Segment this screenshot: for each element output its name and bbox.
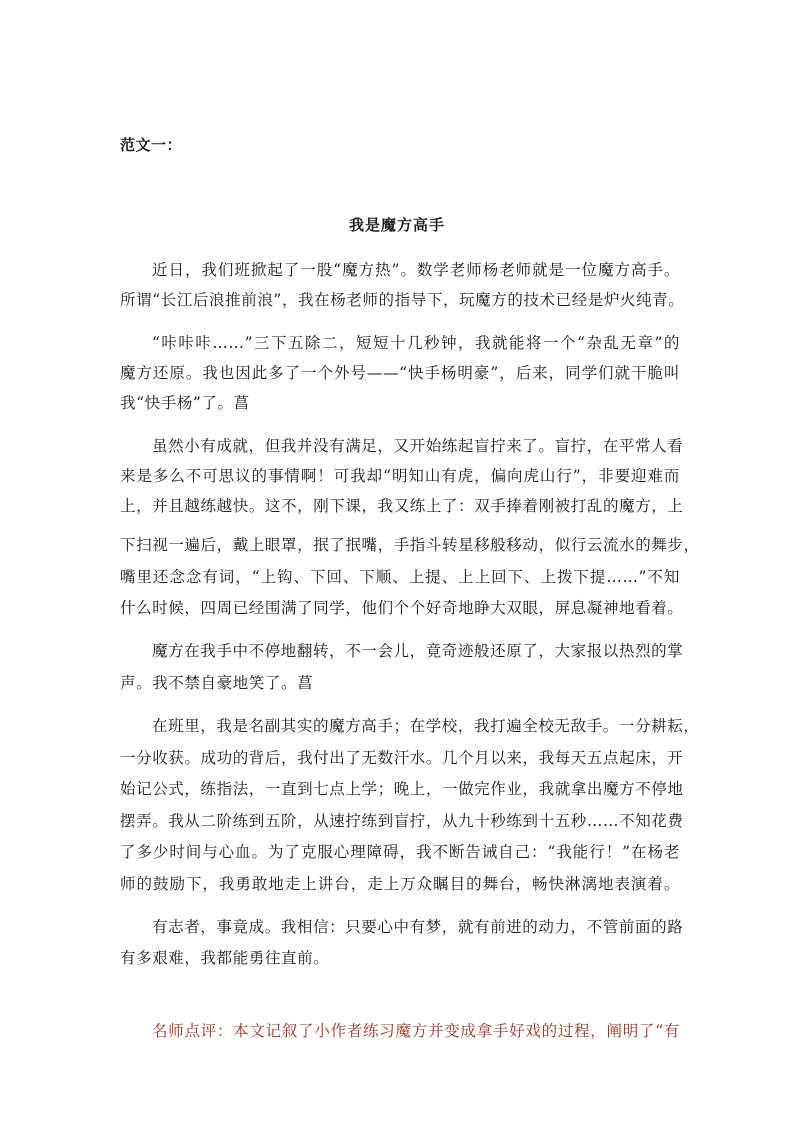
paragraph-3-line-2: 来是多么不可思议的事情啊！可我却“明知山有虎，偏向虎山行”，非要迎难而 (120, 467, 680, 485)
essay-title: 我是魔方高手 (348, 216, 445, 234)
paragraph-6-line-2: 有多艰难，我都能勇往直前。 (120, 949, 330, 967)
paragraph-4-line-1: 魔方在我手中不停地翻转，不一会儿，竟奇迹般还原了，大家报以热烈的掌 (152, 642, 684, 660)
paragraph-3-line-1: 虽然小有成就，但我并没有满足，又开始练起盲拧来了。盲拧，在平常人看 (152, 437, 684, 455)
paragraph-3-line-5: 嘴里还念念有词，“上钩、下回、下顺、上提、上上回下、上拨下提……”不知 (120, 568, 680, 586)
paragraph-3-line-4: 下扫视一遍后，戴上眼罩，抿了抿嘴，手指斗转星移般移动，似行云流水的舞步， (120, 536, 700, 554)
paragraph-4-line-2: 声。我不禁自豪地笑了。菖 (120, 674, 314, 692)
paragraph-3-line-3: 上，并且越练越快。这不，刚下课，我又练上了：双手捧着刚被打乱的魔方，上 (120, 497, 684, 515)
paragraph-5-line-1: 在班里，我是名副其实的魔方高手；在学校，我打遍全校无敌手。一分耕耘， (152, 717, 700, 735)
paragraph-2-line-3: 我“快手杨”了。菖 (120, 394, 250, 412)
section-label: 范文一： (120, 136, 183, 154)
paragraph-6-line-1: 有志者，事竟成。我相信：只要心中有梦，就有前进的动力，不管前面的路 (152, 918, 684, 936)
paragraph-3-line-6: 什么时候，四周已经围满了同学，他们个个好奇地睁大双眼，屏息凝神地看着。 (120, 599, 684, 617)
paragraph-5-line-5: 了多少时间与心血。为了克服心理障碍，我不断告诫自己：“我能行！”在杨老 (120, 843, 680, 861)
paragraph-1-line-1: 近日，我们班掀起了一股“魔方热”。数学老师杨老师就是一位魔方高手。 (152, 261, 680, 279)
paragraph-2-line-2: 魔方还原。我也因此多了一个外号——“快手杨明豪”，后来，同学们就干脆叫 (120, 364, 680, 382)
paragraph-2-line-1: “咔咔咔……”三下五除二，短短十几秒钟，我就能将一个“杂乱无章”的 (152, 334, 680, 352)
paragraph-5-line-3: 始记公式，练指法，一直到七点上学；晚上，一做完作业，我就拿出魔方不停地 (120, 780, 684, 798)
paragraph-5-line-4: 摆弄。我从二阶练到五阶，从速拧练到盲拧，从九十秒练到十五秒……不知花费 (120, 812, 684, 830)
paragraph-1-line-2: 所谓“长江后浪推前浪”，我在杨老师的指导下，玩魔方的技术已经是炉火纯青。 (120, 291, 685, 309)
paragraph-5-line-2: 一分收获。成功的背后，我付出了无数汗水。几个月以来，我每天五点起床，开 (120, 749, 684, 767)
paragraph-5-line-6: 师的鼓励下，我勇敢地走上讲台，走上万众瞩目的舞台，畅快淋漓地表演着。 (120, 875, 680, 893)
teacher-comment-line-1: 名师点评：本文记叙了小作者练习魔方并变成拿手好戏的过程，阐明了“有 (152, 1022, 680, 1040)
